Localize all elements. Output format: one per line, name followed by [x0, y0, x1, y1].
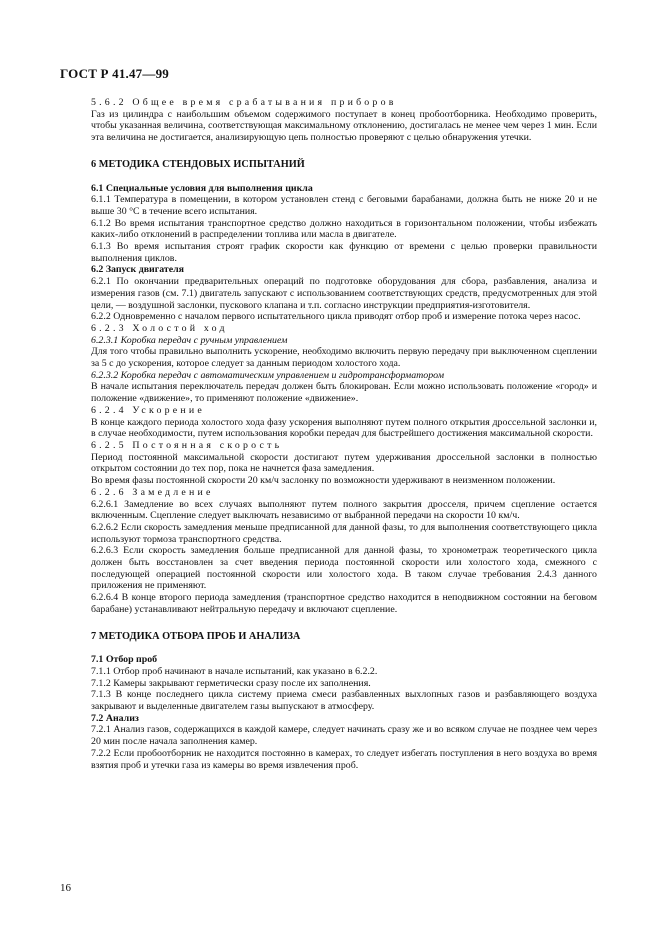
paragraph: В конце каждого периода холостого хода фазу ускорения выполняют путем полного открытия дроссельной заслонки и, в случае необходимости, путем использования коробки передач для быстрейшего достижения максимальной скорости.: [91, 416, 597, 440]
subsection-heading: 6.1 Специальные условия для выполнения цикла: [91, 182, 313, 194]
paragraph: 7.2.2 Если пробоотборник не находится постоянно в камерах, то следует избегать поступления в него воздуха во время взятия проб и утечки газа из камеры во время извлечения проб.: [91, 747, 597, 771]
paragraph: Период постоянной максимальной скорости достигают путем удерживания дроссельной заслонки в полностью открытом состоянии до тех пор, пока не начнется фаза замедления.: [91, 451, 597, 475]
italic-heading: 6.2.3.2 Коробка передач с автоматическим управлением и гидротрансформатором: [91, 369, 445, 381]
paragraph: 6.2.6.3 Если скорость замедления больше предписанной для данной фазы, то хронометраж теоретического цикла должен быть восстановлен за счет введения периода постоянной скорости или холостого хода, смежного с последующей операцией постоянной скорости или холостого хода. В таком случае требования 2.4.3 данного приложения не применяют.: [91, 545, 597, 592]
paragraph: 6.1.1 Температура в помещении, в котором установлен стенд с беговыми барабанами, должна быть не ниже 20 и не выше 30 °С в течение всего испытания.: [91, 194, 597, 217]
paragraph: 7.2.1 Анализ газов, содержащихся в каждой камере, следует начинать сразу же и во всяком случае не позднее чем через 20 мин после начала заполнения камер.: [91, 724, 597, 748]
spaced-heading: 5.6.2 Общее время срабатывания приборов: [91, 97, 397, 108]
subsection-heading: 7.2 Анализ: [91, 712, 139, 724]
page-number: 16: [60, 882, 71, 894]
paragraph: 6.2.6.1 Замедление во всех случаях выполняют путем полного закрытия дросселя, причем сцепление остается включенным. Сцепление следует выключать независимо от выбранной передачи на скорости 10 км/ч.: [91, 498, 597, 522]
paragraph: Во время фазы постоянной скорости 20 км/ч заслонку по возможности удерживают в неизменном положении.: [91, 475, 556, 487]
spaced-heading: 6.2.5 Постоянная скорость: [91, 439, 283, 451]
paragraph: В начале испытания переключатель передач должен быть блокирован. Если можно использовать положение «город» и положение «движение», то применяют положение «движение».: [91, 381, 597, 405]
section-heading: 7 МЕТОДИКА ОТБОРА ПРОБ И АНАЛИЗА: [91, 630, 301, 642]
subsection-heading: 6.2 Запуск двигателя: [91, 264, 184, 276]
document-body: [91, 97, 597, 771]
paragraph: Газ из цилиндра с наибольшим объемом содержимого поступает в конец пробоотборника. Необходимо проверить, чтобы указанная величина, соответствующая максимальному отклонению, достигалась не менее чем через 1 мин. Если эта величина не достигается, анализирующую цепь полностью проверяют с целью обнаружения утечки.: [91, 108, 597, 144]
document-header: ГОСТ Р 41.47—99: [60, 66, 169, 81]
italic-heading: 6.2.3.1 Коробка передач с ручным управлением: [91, 334, 288, 346]
paragraph: 6.1.2 Во время испытания транспортное средство должно находиться в горизонтальном положении, чтобы избежать каких-либо отклонений в распределении топлива или масла в двигателе.: [91, 217, 597, 241]
paragraph: 6.2.1 По окончании предварительных операций по подготовке оборудования для сбора, разбавления, анализа и измерения газов (см. 7.1) двигатель запускают с использованием соответствующих средств, предусмотренных для этой цели, — воздушной заслонки, пускового клапана и т.п. согласно инструкции предприятия-изготовителя.: [91, 276, 597, 311]
spaced-heading: 6.2.4 Ускорение: [91, 404, 205, 416]
paragraph: 6.2.2 Одновременно с началом первого испытательного цикла приводят отбор проб и измерение потока через насос.: [91, 311, 581, 323]
section-heading: 6 МЕТОДИКА СТЕНДОВЫХ ИСПЫТАНИЙ: [91, 158, 305, 170]
paragraph: 6.2.6.4 В конце второго периода замедления (транспортное средство находится в неподвижном состоянии на беговом барабане) устанавливают нейтральную передачу и включают сцепление.: [91, 592, 597, 615]
paragraph: 7.1.3 В конце последнего цикла систему приема смеси разбавленных выхлопных газов и разбавляющего воздуха закрывают и выделенные двигателем газы выпускают в атмосферу.: [91, 689, 597, 713]
paragraph: Для того чтобы правильно выполнить ускорение, необходимо включить первую передачу при выключенном сцеплении за 5 с до ускорения, которое следует за данным периодом холостого хода.: [91, 346, 597, 370]
paragraph: 7.1.2 Камеры закрывают герметически сразу после их заполнения.: [91, 677, 371, 689]
spaced-heading: 6.2.6 Замедление: [91, 486, 214, 498]
paragraph: 7.1.1 Отбор проб начинают в начале испытаний, как указано в 6.2.2.: [91, 665, 378, 677]
paragraph: 6.2.6.2 Если скорость замедления меньше предписанной для данной фазы, то для выполнения соответствующего цикла используют тормоза транспортного средства.: [91, 521, 597, 545]
paragraph: 6.1.3 Во время испытания строят график скорости как функцию от времени с целью проверки правильности выполнения циклов.: [91, 241, 597, 264]
spaced-heading: 6.2.3 Холостой ход: [91, 322, 228, 334]
subsection-heading: 7.1 Отбор проб: [91, 654, 158, 666]
